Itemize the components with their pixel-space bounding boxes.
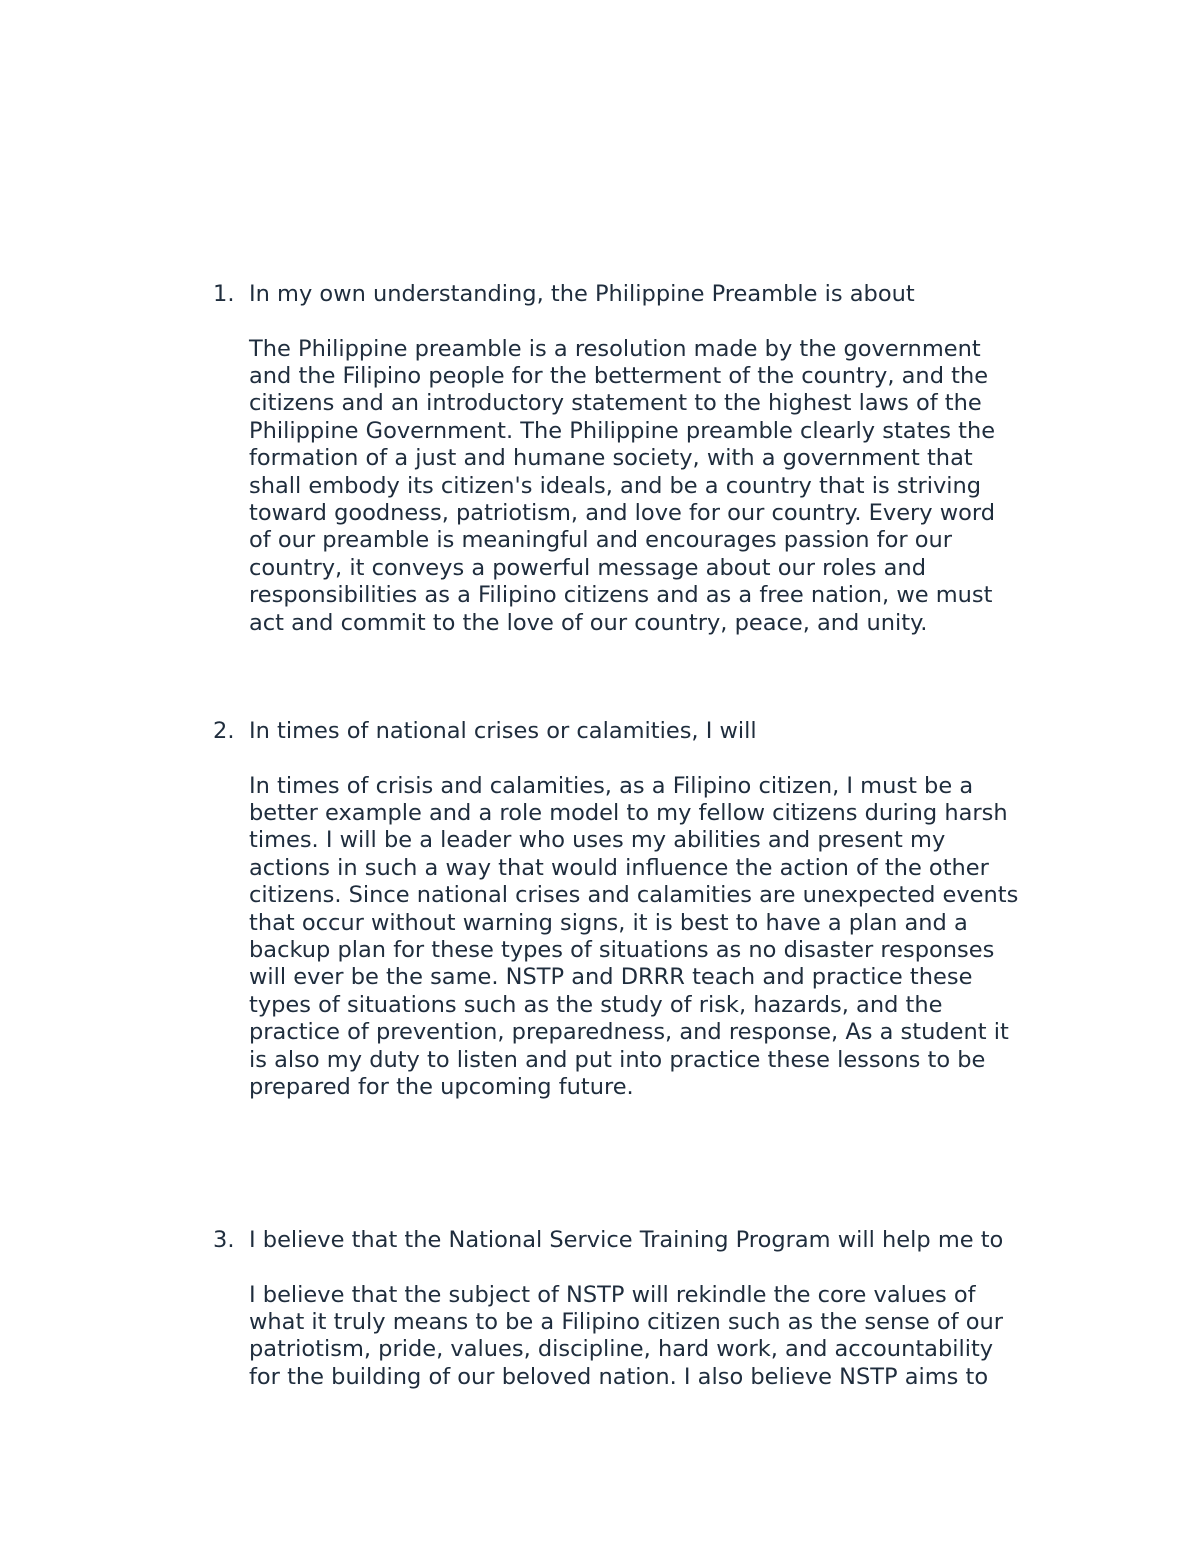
question-prompt: In my own understanding, the Philippine Preamble is about [249,281,915,307]
question-item-2 [213,718,1073,1101]
question-number: 1. [213,281,235,307]
question-number: 3. [213,1227,235,1253]
question-item-3 [213,1227,1073,1391]
question-line [213,1227,1073,1255]
answer-paragraph: The Philippine preamble is a resolution made by the government and the Filipino people for the betterment of the country, and the citizens and an introductory statement to the highest laws of the Philippine Government. The Philippine preamble clearly states the formation of a just and humane society, with a government that shall embody its citizen's ideals, and be a country that is striving toward goodness, patriotism, and love for our country. Every word of our preamble is meaningful and encourages passion for our country, it conveys a powerful message about our roles and responsibilities as a Filipino citizens and as a free nation, we must act and commit to the love of our country, peace, and unity. [249,335,996,636]
answer-paragraph: In times of crisis and calamities, as a Filipino citizen, I must be a better example and a role model to my fellow citizens during harsh times. I will be a leader who uses my abilities and present my actions in such a way that would influence the action of the other citizens. Since national crises and calamities are unexpected events that occur without warning signs, it is best to have a plan and a backup plan for these types of situations as no disaster responses will ever be the same. NSTP and DRRR teach and practice these types of situations such as the study of risk, hazards, and the practice of prevention, preparedness, and response, As a student it is also my duty to listen and put into practice these lessons to be prepared for the upcoming future. [249,772,1019,1100]
question-prompt: I believe that the National Service Training Program will help me to [249,1227,1004,1253]
question-prompt: In times of national crises or calamities, I will [249,718,757,744]
question-number: 2. [213,718,235,744]
question-line [213,281,1073,309]
question-item-1 [213,281,1073,637]
question-line [213,718,1073,746]
answer-paragraph: I believe that the subject of NSTP will rekindle the core values of what it truly means to be a Filipino citizen such as the sense of our patriotism, pride, values, discipline, hard work, and accountability for the building of our beloved nation. I also believe NSTP aims to [249,1281,1004,1390]
